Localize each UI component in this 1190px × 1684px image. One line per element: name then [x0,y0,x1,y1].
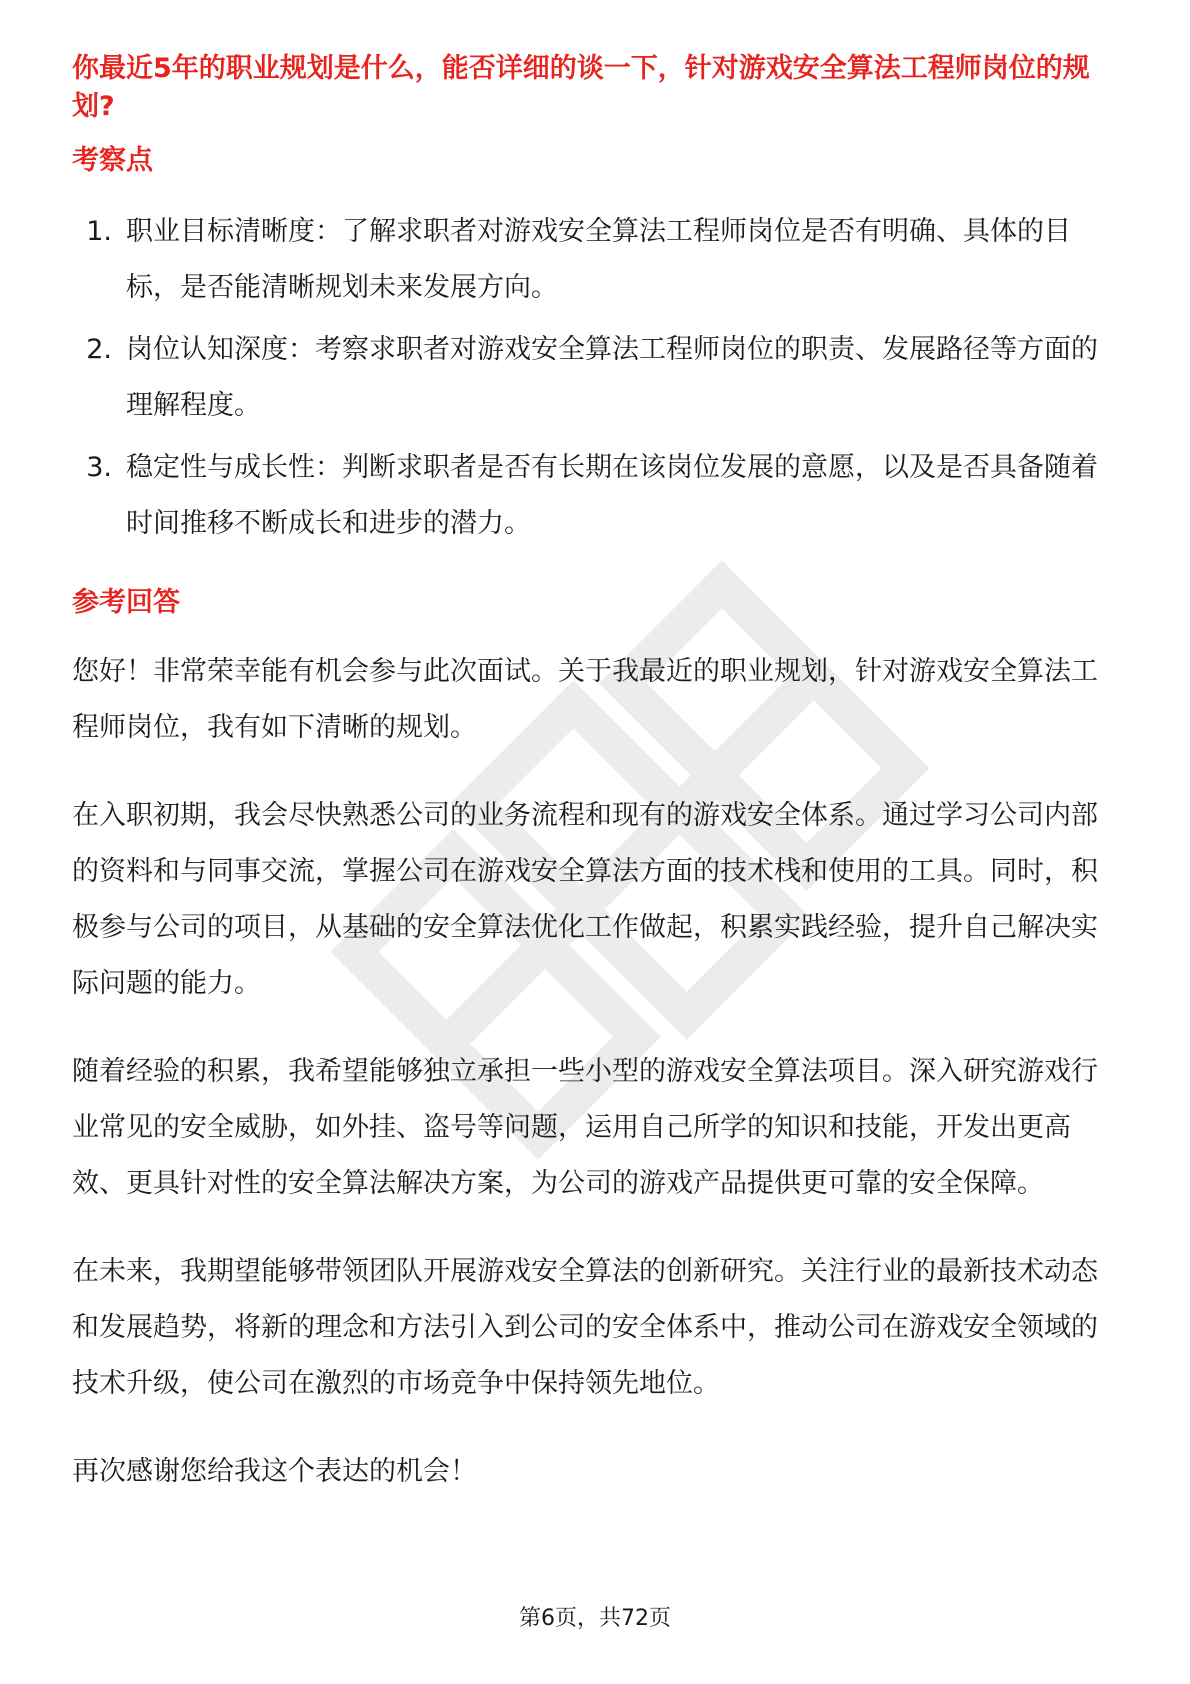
answer-paragraph: 再次感谢您给我这个表达的机会！ [72,1456,477,1487]
list-item [72,440,1118,552]
list-item [72,322,1118,434]
list-item-text: 稳定性与成长性：判断求职者是否有长期在该岗位发展的意愿，以及是否具备随着时间推移不断成长和进步的潜力。 [126,452,1098,539]
list-item-number: 1. [86,216,112,247]
list-item [72,204,1118,316]
list-item-text: 岗位认知深度：考察求职者对游戏安全算法工程师岗位的职责、发展路径等方面的理解程度。 [126,334,1098,421]
answer-paragraph: 在未来，我期望能够带领团队开展游戏安全算法的创新研究。关注行业的最新技术动态和发展趋势，将新的理念和方法引入到公司的安全体系中，推动公司在游戏安全领域的技术升级，使公司在激烈的市场竞争中保持领先地位。 [72,1256,1098,1399]
list-item-number: 3. [86,452,112,483]
answer-paragraph: 随着经验的积累，我希望能够独立承担一些小型的游戏安全算法项目。深入研究游戏行业常见的安全威胁，如外挂、盗号等问题，运用自己所学的知识和技能，开发出更高效、更具针对性的安全算法解决方案，为公司的游戏产品提供更可靠的安全保障。 [72,1056,1098,1199]
answer-heading: 参考回答 [72,587,180,618]
answer-paragraph: 您好！非常荣幸能有机会参与此次面试。关于我最近的职业规划，针对游戏安全算法工程师岗位，我有如下清晰的规划。 [72,656,1098,743]
document-content [72,50,1118,1500]
points-list [72,204,1118,552]
question-title: 你最近5年的职业规划是什么，能否详细的谈一下，针对游戏安全算法工程师岗位的规划? [72,53,1090,122]
list-item-text: 职业目标清晰度：了解求职者对游戏安全算法工程师岗位是否有明确、具体的目标，是否能清晰规划未来发展方向。 [126,216,1071,303]
answer-paragraph: 在入职初期，我会尽快熟悉公司的业务流程和现有的游戏安全体系。通过学习公司内部的资料和与同事交流，掌握公司在游戏安全算法方面的技术栈和使用的工具。同时，积极参与公司的项目，从基础的安全算法优化工作做起，积累实践经验，提升自己解决实际问题的能力。 [72,800,1098,999]
page-number-footer: 第6页，共72页 [519,1606,671,1631]
points-heading: 考察点 [72,145,153,176]
list-item-number: 2. [86,334,112,365]
